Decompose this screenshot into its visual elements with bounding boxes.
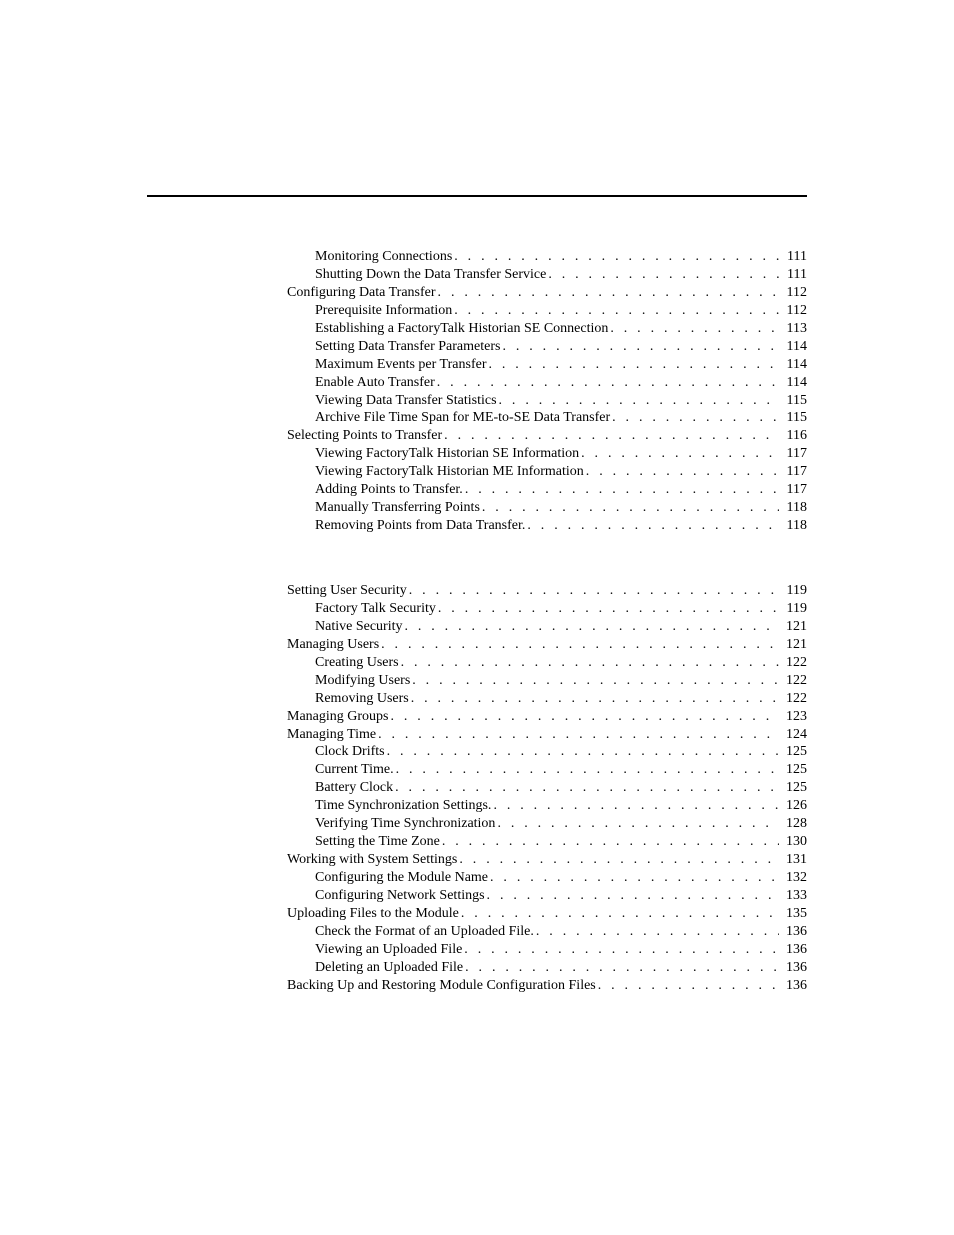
toc-entry-page-number: 125 [786,762,807,778]
toc-entry-title: Check the Format of an Uploaded File. [315,923,534,939]
toc-entry-title: Removing Points from Data Transfer. [315,518,526,534]
toc-entry-page-number: 131 [786,852,807,868]
toc-dot-leader [409,582,779,600]
toc-entry-section[interactable] [287,851,807,869]
toc-entry-title: Configuring the Module Name [315,870,489,885]
toc-dot-leader [438,600,779,618]
toc-entry-subsection[interactable] [287,833,807,851]
toc-entry-page-number: 112 [786,284,807,300]
toc-entry-title: Maximum Events per Transfer [315,356,487,372]
toc-entry-title: Current Time. [315,762,394,778]
toc-dot-leader [438,284,779,302]
toc-entry-page-number: 136 [786,941,807,957]
toc-entry-title: Modifying Users [315,672,411,688]
toc-entry-page-number: 117 [786,464,807,480]
toc-dot-leader [497,815,779,833]
toc-entry-subsection[interactable] [287,779,807,797]
toc-entry-title: Verifying Time Synchronization [315,816,496,832]
toc-dot-leader [465,481,779,499]
toc-entry-page-number: 114 [786,338,807,354]
toc-entry-title: Configuring Network Settings [315,887,485,903]
toc-entry-title: Working with System Settings [287,852,458,868]
toc-entry-subsection[interactable] [287,409,807,427]
toc-entry-title: Enable Auto Transfer [315,374,435,390]
toc-entry-subsection[interactable] [287,600,807,618]
toc-entry-page-number: 135 [786,905,807,921]
toc-dot-leader [437,374,779,392]
toc-entry-title: Deleting an Uploaded File [315,959,464,975]
toc-dot-leader [482,499,779,517]
toc-entry-subsection[interactable] [287,463,807,481]
toc-dot-leader [411,690,779,708]
toc-entry-title: Native Security [315,618,403,634]
toc-entry-section[interactable] [287,582,807,600]
toc-entry-title: Managing Groups [287,708,389,724]
toc-entry-subsection[interactable] [287,654,807,672]
toc-entry-page-number: 118 [786,518,807,534]
toc-dot-leader [610,320,779,338]
toc-entry-section[interactable] [287,284,807,302]
toc-entry-subsection[interactable] [287,445,807,463]
toc-entry-page-number: 136 [786,959,807,975]
toc-entry-page-number: 130 [786,834,807,850]
toc-entry-subsection[interactable] [287,887,807,905]
toc-dot-leader [488,356,779,374]
toc-entry-page-number: 125 [786,780,807,796]
toc-entry-page-number: 132 [786,870,807,885]
toc-entry-subsection[interactable] [287,618,807,636]
toc-entry-title: Creating Users [315,654,399,670]
toc-entry-page-number: 122 [786,672,807,688]
toc-dot-leader [536,923,779,941]
toc-entry-page-number: 121 [786,636,807,652]
toc-entry-page-number: 133 [786,887,807,903]
toc-entry-page-number: 117 [786,482,807,498]
toc-dot-leader [464,941,779,959]
toc-dot-leader [412,672,779,690]
toc-dot-leader [490,869,779,887]
toc-entry-page-number: 128 [786,816,807,832]
toc-entry-section[interactable] [287,977,807,995]
toc-entry-title: Viewing FactoryTalk Historian SE Information [315,446,580,462]
toc-dot-leader [401,654,779,672]
toc-entry-page-number: 113 [786,320,807,336]
toc-entry-section[interactable] [287,427,807,445]
toc-entry-page-number: 136 [786,923,807,939]
toc-entry-page-number: 111 [787,266,807,282]
toc-dot-leader [454,302,779,320]
toc-dot-leader [502,338,779,356]
toc-dot-leader [444,427,779,445]
toc-entry-page-number: 119 [786,583,807,598]
toc-entry-subsection[interactable] [287,959,807,977]
toc-dot-leader [442,833,779,851]
toc-entry-subsection[interactable] [287,392,807,410]
toc-entry-subsection[interactable] [287,941,807,959]
toc-dot-leader [598,977,779,995]
toc-dot-leader [387,743,779,761]
toc-entry-title: Monitoring Connections [315,249,453,264]
toc-entry-page-number: 119 [786,600,807,616]
toc-entry-subsection[interactable] [287,320,807,338]
toc-dot-leader [527,517,779,535]
toc-entry-subsection[interactable] [287,761,807,779]
toc-entry-subsection[interactable] [287,517,807,535]
toc-entry-page-number: 125 [786,744,807,760]
toc-entry-title: Archive File Time Span for ME-to-SE Data Transfer [315,410,611,426]
toc-entry-title: Managing Time [287,726,377,742]
toc-entry-page-number: 118 [786,500,807,516]
toc-entry-page-number: 136 [786,977,807,993]
toc-entry-title: Configuring Data Transfer [287,284,436,300]
toc-entry-page-number: 114 [786,374,807,390]
toc-entry-title: Backing Up and Restoring Module Configuration Files [287,977,596,993]
toc-entry-title: Selecting Points to Transfer [287,428,443,444]
toc-entry-title: Removing Users [315,690,409,706]
toc-entry-page-number: 116 [786,428,807,444]
toc-entry-title: Manually Transferring Points [315,500,480,516]
toc-dot-leader [404,618,779,636]
toc-entry-title: Uploading Files to the Module [287,905,459,921]
toc-entry-subsection[interactable] [287,672,807,690]
toc-dot-leader [454,248,779,266]
toc-entry-page-number: 124 [786,726,807,742]
toc-dot-leader [381,636,779,654]
toc-entry-page-number: 121 [786,618,807,634]
toc-entry-subsection[interactable] [287,690,807,708]
toc-dot-leader [493,797,779,815]
toc-entry-subsection[interactable] [287,923,807,941]
toc-dot-leader [459,851,779,869]
toc-entry-subsection[interactable] [287,302,807,320]
toc-entry-subsection[interactable] [287,248,807,266]
header-rule [147,195,807,197]
toc-entry-subsection[interactable] [287,338,807,356]
toc-entry-page-number: 111 [787,249,807,264]
toc-entry-subsection[interactable] [287,356,807,374]
toc-entry-page-number: 114 [786,356,807,372]
toc-entry-title: Setting the Time Zone [315,834,440,850]
toc-entry-subsection[interactable] [287,374,807,392]
toc-dot-leader [499,392,779,410]
toc-entry-section[interactable] [287,905,807,923]
toc-dot-leader [461,905,779,923]
toc-entry-page-number: 122 [786,654,807,670]
toc-entry-section[interactable] [287,708,807,726]
toc-section-data-transfer [287,248,807,535]
toc-entry-page-number: 115 [786,410,807,426]
toc-dot-leader [395,779,779,797]
toc-entry-title: Prerequisite Information [315,302,453,318]
toc-entry-subsection[interactable] [287,499,807,517]
toc-dot-leader [586,463,779,481]
toc-entry-title: Adding Points to Transfer. [315,482,463,498]
toc-entry-subsection[interactable] [287,797,807,815]
toc-dot-leader [396,761,779,779]
toc-entry-page-number: 117 [786,446,807,462]
toc-entry-title: Viewing Data Transfer Statistics [315,392,497,408]
toc-entry-title: Clock Drifts [315,744,385,760]
toc-entry-page-number: 115 [786,392,807,408]
toc-entry-title: Viewing an Uploaded File [315,941,463,957]
toc-entry-subsection[interactable] [287,869,807,887]
toc-entry-title: Establishing a FactoryTalk Historian SE Connection [315,320,609,336]
toc-entry-title: Setting Data Transfer Parameters [315,338,501,354]
toc-entry-subsection[interactable] [287,815,807,833]
toc-dot-leader [391,708,780,726]
toc-dot-leader [548,266,779,284]
toc-dot-leader [465,959,779,977]
toc-entry-subsection[interactable] [287,481,807,499]
toc-entry-page-number: 123 [786,708,807,724]
toc-entry-title: Viewing FactoryTalk Historian ME Information [315,464,584,480]
toc-section-security-and-settings [287,582,807,995]
toc-entry-section[interactable] [287,726,807,744]
toc-entry-subsection[interactable] [287,743,807,761]
toc-entry-title: Factory Talk Security [315,600,436,616]
toc-entry-title: Shutting Down the Data Transfer Service [315,266,547,282]
toc-entry-page-number: 112 [786,302,807,318]
toc-entry-section[interactable] [287,636,807,654]
toc-dot-leader [378,726,779,744]
toc-entry-title: Managing Users [287,636,380,652]
toc-dot-leader [612,409,779,427]
toc-entry-page-number: 126 [786,798,807,814]
toc-entry-title: Time Synchronization Settings. [315,798,492,814]
toc-entry-title: Setting User Security [287,583,407,598]
toc-entry-page-number: 122 [786,690,807,706]
toc-entry-subsection[interactable] [287,266,807,284]
toc-dot-leader [487,887,779,905]
toc-dot-leader [581,445,779,463]
toc-entry-title: Battery Clock [315,780,394,796]
